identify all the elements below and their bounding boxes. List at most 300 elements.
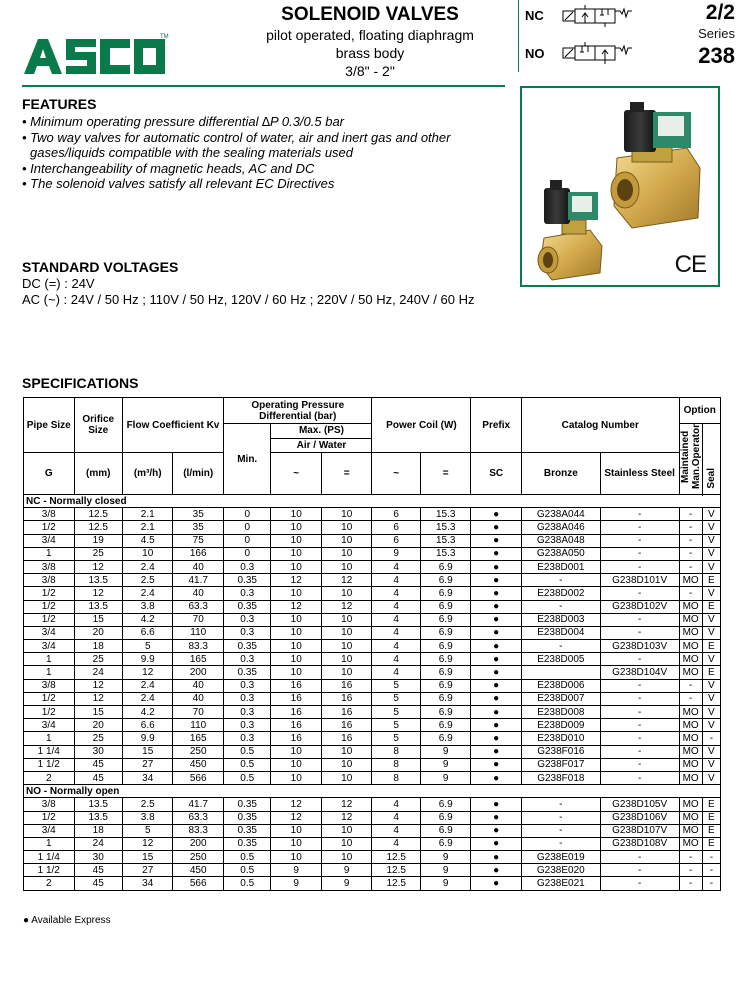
table-cell: 41.7 xyxy=(173,798,224,811)
table-row xyxy=(24,666,721,679)
table-cell: 2 xyxy=(24,877,75,890)
table-cell: - xyxy=(521,600,600,613)
table-row xyxy=(24,534,721,547)
nc-symbol-label: NC xyxy=(525,8,544,23)
table-cell: 10 xyxy=(321,587,372,600)
table-cell: 63.3 xyxy=(173,811,224,824)
product-photo xyxy=(520,86,720,287)
table-cell: 4 xyxy=(372,600,420,613)
table-cell: 0.5 xyxy=(223,745,270,758)
table-cell: - xyxy=(600,745,679,758)
table-cell: E238D002 xyxy=(521,587,600,600)
table-cell: 12 xyxy=(271,574,322,587)
table-cell: 0.35 xyxy=(223,824,270,837)
table-cell: G238D103V xyxy=(600,640,679,653)
table-cell: E238D005 xyxy=(521,653,600,666)
table-cell: 0.35 xyxy=(223,574,270,587)
table-cell: MO xyxy=(679,574,702,587)
table-cell: 25 xyxy=(74,653,122,666)
table-cell: 20 xyxy=(74,626,122,639)
table-cell: 6.6 xyxy=(122,719,173,732)
table-cell: 8 xyxy=(372,758,420,771)
table-cell: 2.4 xyxy=(122,560,173,573)
table-cell: 4 xyxy=(372,626,420,639)
asco-logo-mark xyxy=(22,36,167,76)
table-row xyxy=(24,798,721,811)
table-cell: 4 xyxy=(372,798,420,811)
col-header-orifice-size: Orifice Size xyxy=(74,398,122,453)
table-cell: 19 xyxy=(74,534,122,547)
table-cell: 3/8 xyxy=(24,679,75,692)
table-cell: 34 xyxy=(122,771,173,784)
table-cell: ● xyxy=(471,811,522,824)
table-cell: 0.35 xyxy=(223,666,270,679)
table-cell: 0.3 xyxy=(223,679,270,692)
table-cell: ● xyxy=(471,732,522,745)
unit-power-ac: ~ xyxy=(372,453,420,495)
table-cell: 27 xyxy=(122,758,173,771)
table-cell: 9 xyxy=(420,745,471,758)
table-row xyxy=(24,587,721,600)
table-cell: 3.8 xyxy=(122,811,173,824)
table-cell: ● xyxy=(471,877,522,890)
table-cell: - xyxy=(600,613,679,626)
table-cell: - xyxy=(679,864,702,877)
ways-label: 2/2 xyxy=(705,1,735,24)
table-cell: 9 xyxy=(372,547,420,560)
table-cell: 10 xyxy=(271,640,322,653)
table-cell: 4.5 xyxy=(122,534,173,547)
table-cell: - xyxy=(521,811,600,824)
table-cell: - xyxy=(600,864,679,877)
table-row xyxy=(24,771,721,784)
table-cell: E xyxy=(702,824,720,837)
table-cell: 4.2 xyxy=(122,613,173,626)
table-cell: 6.9 xyxy=(420,600,471,613)
table-cell: 10 xyxy=(271,771,322,784)
table-cell: 1 xyxy=(24,732,75,745)
table-cell: 6.9 xyxy=(420,587,471,600)
table-cell: 2.5 xyxy=(122,574,173,587)
table-cell: V xyxy=(702,521,720,534)
table-cell: 35 xyxy=(173,521,224,534)
table-cell: 10 xyxy=(271,824,322,837)
table-cell: 0.3 xyxy=(223,692,270,705)
table-cell: MO xyxy=(679,626,702,639)
unit-power-dc: = xyxy=(420,453,471,495)
table-cell: 0.3 xyxy=(223,706,270,719)
table-row xyxy=(24,508,721,521)
table-cell: 5 xyxy=(372,732,420,745)
table-cell: 6.9 xyxy=(420,824,471,837)
table-cell: 15.3 xyxy=(420,534,471,547)
table-cell: ● xyxy=(471,547,522,560)
table-row xyxy=(24,613,721,626)
table-cell: 45 xyxy=(74,864,122,877)
table-cell: 15 xyxy=(74,613,122,626)
table-cell: 0.5 xyxy=(223,851,270,864)
table-cell: 10 xyxy=(271,560,322,573)
table-cell: 10 xyxy=(122,547,173,560)
table-row xyxy=(24,600,721,613)
table-cell: MO xyxy=(679,706,702,719)
table-cell: - xyxy=(600,587,679,600)
table-cell: 12 xyxy=(271,600,322,613)
col-header-catalog-number: Catalog Number xyxy=(521,398,679,453)
table-cell: 16 xyxy=(271,719,322,732)
table-cell: 30 xyxy=(74,745,122,758)
table-cell: 2.1 xyxy=(122,521,173,534)
table-cell: 12.5 xyxy=(372,864,420,877)
table-cell: - xyxy=(600,547,679,560)
table-cell: ● xyxy=(471,534,522,547)
table-row xyxy=(24,706,721,719)
table-cell: 15.3 xyxy=(420,521,471,534)
table-cell: MO xyxy=(679,811,702,824)
table-cell: 9.9 xyxy=(122,732,173,745)
table-cell: 5 xyxy=(122,640,173,653)
table-cell: 4 xyxy=(372,613,420,626)
table-cell: 12 xyxy=(271,798,322,811)
table-cell: 10 xyxy=(321,851,372,864)
table-cell: - xyxy=(521,824,600,837)
table-cell: 165 xyxy=(173,653,224,666)
table-cell: 10 xyxy=(321,626,372,639)
table-cell: 24 xyxy=(74,666,122,679)
table-cell: MO xyxy=(679,653,702,666)
table-cell: V xyxy=(702,719,720,732)
table-cell: 0.35 xyxy=(223,837,270,850)
table-cell: MO xyxy=(679,640,702,653)
table-cell: - xyxy=(679,547,702,560)
table-cell: 1 1/4 xyxy=(24,851,75,864)
voltages-heading: STANDARD VOLTAGES xyxy=(22,259,179,275)
table-cell: 15.3 xyxy=(420,508,471,521)
table-cell: 10 xyxy=(271,666,322,679)
table-cell: 63.3 xyxy=(173,600,224,613)
table-cell: 0.35 xyxy=(223,811,270,824)
ac-voltage: AC (~) : 24V / 50 Hz ; 110V / 50 Hz, 120V / 60 Hz ; 220V / 50 Hz, 240V / 60 Hz xyxy=(22,292,475,307)
table-cell: G238D106V xyxy=(600,811,679,824)
table-row xyxy=(24,811,721,824)
table-cell: 10 xyxy=(271,745,322,758)
table-cell: MO xyxy=(679,771,702,784)
table-cell: - xyxy=(679,508,702,521)
table-cell: V xyxy=(702,626,720,639)
nc-valve-symbol-icon xyxy=(562,5,634,27)
table-cell: V xyxy=(702,560,720,573)
table-cell: 6.9 xyxy=(420,692,471,705)
table-cell: V xyxy=(702,534,720,547)
table-cell: 10 xyxy=(271,508,322,521)
table-cell: 40 xyxy=(173,587,224,600)
unit-mm: (mm) xyxy=(74,453,122,495)
table-cell: 10 xyxy=(321,534,372,547)
table-cell: ● xyxy=(471,560,522,573)
table-cell: MO xyxy=(679,666,702,679)
table-cell: 4 xyxy=(372,653,420,666)
table-cell: ● xyxy=(471,758,522,771)
table-cell: 45 xyxy=(74,877,122,890)
table-row xyxy=(24,824,721,837)
table-cell: G238F017 xyxy=(521,758,600,771)
table-cell: 9 xyxy=(271,877,322,890)
table-cell: 1 1/2 xyxy=(24,758,75,771)
table-cell: - xyxy=(600,732,679,745)
col-header-seal: Seal xyxy=(705,468,717,490)
table-cell: 250 xyxy=(173,851,224,864)
table-cell: 10 xyxy=(321,745,372,758)
table-cell: V xyxy=(702,758,720,771)
table-cell: 10 xyxy=(321,653,372,666)
table-cell: 166 xyxy=(173,547,224,560)
table-cell: 10 xyxy=(271,758,322,771)
table-cell: - xyxy=(600,560,679,573)
table-cell: 0.5 xyxy=(223,864,270,877)
table-cell: MO xyxy=(679,719,702,732)
table-cell: 6.9 xyxy=(420,732,471,745)
table-cell: 10 xyxy=(271,587,322,600)
table-cell: - xyxy=(600,719,679,732)
table-row xyxy=(24,851,721,864)
table-cell: 12 xyxy=(122,837,173,850)
unit-stainless-steel: Stainless Steel xyxy=(600,453,679,495)
table-cell: 9 xyxy=(420,758,471,771)
table-cell: ● xyxy=(471,521,522,534)
table-cell: 2 xyxy=(24,771,75,784)
table-cell: 110 xyxy=(173,719,224,732)
table-cell: E238D009 xyxy=(521,719,600,732)
col-header-air-water: Air / Water xyxy=(271,438,372,453)
table-cell: ● xyxy=(471,653,522,666)
table-cell: 0.5 xyxy=(223,758,270,771)
table-cell: 16 xyxy=(321,719,372,732)
table-cell: V xyxy=(702,771,720,784)
table-cell: 9 xyxy=(420,771,471,784)
header-rule xyxy=(22,85,505,87)
table-cell: MO xyxy=(679,758,702,771)
table-cell: 6.9 xyxy=(420,626,471,639)
table-cell: 6 xyxy=(372,534,420,547)
table-cell: 25 xyxy=(74,547,122,560)
table-row xyxy=(24,640,721,653)
table-cell: 16 xyxy=(321,692,372,705)
table-cell: - xyxy=(702,851,720,864)
table-cell: 83.3 xyxy=(173,824,224,837)
table-cell: - xyxy=(600,758,679,771)
table-cell: MO xyxy=(679,732,702,745)
table-cell: ● xyxy=(471,706,522,719)
table-cell: 4 xyxy=(372,560,420,573)
table-cell: 3/4 xyxy=(24,640,75,653)
table-cell: 0.3 xyxy=(223,732,270,745)
table-cell: 12 xyxy=(271,811,322,824)
table-cell: 250 xyxy=(173,745,224,758)
table-cell: ● xyxy=(471,824,522,837)
table-cell: E238D003 xyxy=(521,613,600,626)
subtitle-line: pilot operated, floating diaphragm xyxy=(266,27,474,43)
table-cell: 70 xyxy=(173,706,224,719)
table-cell: E238D006 xyxy=(521,679,600,692)
table-cell: G238A050 xyxy=(521,547,600,560)
table-cell: 1/2 xyxy=(24,600,75,613)
table-cell: V xyxy=(702,613,720,626)
table-cell: V xyxy=(702,745,720,758)
table-cell: 0 xyxy=(223,547,270,560)
table-cell: 20 xyxy=(74,719,122,732)
table-cell: - xyxy=(600,508,679,521)
table-cell: 12 xyxy=(122,666,173,679)
col-header-prefix: Prefix xyxy=(471,398,522,453)
table-cell: 10 xyxy=(271,653,322,666)
table-cell: G238D105V xyxy=(600,798,679,811)
table-cell: 12 xyxy=(74,587,122,600)
table-cell: ● xyxy=(471,508,522,521)
table-cell: - xyxy=(600,626,679,639)
table-cell: 0.3 xyxy=(223,613,270,626)
table-cell: G238A048 xyxy=(521,534,600,547)
footnote: ● Available Express xyxy=(23,915,111,926)
table-cell: 2.1 xyxy=(122,508,173,521)
specifications-table xyxy=(23,397,721,891)
table-cell: 6.6 xyxy=(122,626,173,639)
table-cell: 10 xyxy=(271,837,322,850)
table-cell: 12 xyxy=(74,692,122,705)
table-cell: - xyxy=(679,587,702,600)
table-cell: MO xyxy=(679,798,702,811)
table-cell: 0.3 xyxy=(223,587,270,600)
features-list xyxy=(22,114,502,192)
table-cell: - xyxy=(600,521,679,534)
table-cell: 10 xyxy=(271,626,322,639)
title-block xyxy=(220,4,520,80)
table-cell: 15 xyxy=(122,745,173,758)
table-cell: 6.9 xyxy=(420,679,471,692)
table-cell: 10 xyxy=(321,758,372,771)
table-cell: 27 xyxy=(122,864,173,877)
table-cell: 10 xyxy=(321,771,372,784)
table-cell: - xyxy=(600,706,679,719)
table-row xyxy=(24,758,721,771)
table-cell: 165 xyxy=(173,732,224,745)
table-cell: 6.9 xyxy=(420,560,471,573)
table-cell: 3/8 xyxy=(24,560,75,573)
table-cell: 6.9 xyxy=(420,798,471,811)
table-cell: 1/2 xyxy=(24,587,75,600)
table-cell: 1 xyxy=(24,653,75,666)
table-cell: 10 xyxy=(271,547,322,560)
table-cell: MO xyxy=(679,600,702,613)
table-cell: E xyxy=(702,811,720,824)
table-cell: 3/8 xyxy=(24,574,75,587)
table-cell: 9 xyxy=(420,877,471,890)
table-cell: 9 xyxy=(321,877,372,890)
table-cell: 6.9 xyxy=(420,666,471,679)
table-cell: 34 xyxy=(122,877,173,890)
table-cell: 6.9 xyxy=(420,574,471,587)
table-cell: G238D102V xyxy=(600,600,679,613)
col-header-flow-coefficient: Flow Coefficient Kv xyxy=(122,398,223,453)
table-cell: 4 xyxy=(372,587,420,600)
col-header-min: Min. xyxy=(223,424,270,495)
table-cell: 9 xyxy=(420,864,471,877)
table-cell: 0 xyxy=(223,521,270,534)
table-cell: ● xyxy=(471,837,522,850)
table-cell: V xyxy=(702,653,720,666)
table-cell: 70 xyxy=(173,613,224,626)
feature-item: • Two way valves for automatic control of water, air and inert gas and other gases/liquids compatible with the sealing materials used xyxy=(22,129,451,160)
table-cell: ● xyxy=(471,600,522,613)
table-cell: 3.8 xyxy=(122,600,173,613)
asco-logo xyxy=(22,36,167,76)
table-cell: E xyxy=(702,640,720,653)
table-cell: 83.3 xyxy=(173,640,224,653)
no-valve-symbol-icon xyxy=(562,42,634,64)
table-cell: 13.5 xyxy=(74,811,122,824)
table-cell: 12 xyxy=(321,574,372,587)
table-cell: V xyxy=(702,692,720,705)
table-cell: 10 xyxy=(321,666,372,679)
table-cell: 6.9 xyxy=(420,811,471,824)
table-cell: 24 xyxy=(74,837,122,850)
table-cell: - xyxy=(679,534,702,547)
table-cell: 12.5 xyxy=(74,521,122,534)
table-cell: - xyxy=(521,837,600,850)
table-cell: ● xyxy=(471,679,522,692)
unit-lmin: (l/min) xyxy=(173,453,224,495)
dc-voltage: DC (=) : 24V xyxy=(22,276,95,291)
table-cell: 0.35 xyxy=(223,798,270,811)
table-cell: E238D007 xyxy=(521,692,600,705)
nc-section-label: NC - Normally closed xyxy=(24,495,721,508)
table-cell: 3/4 xyxy=(24,824,75,837)
table-cell: 45 xyxy=(74,758,122,771)
table-cell: 2.5 xyxy=(122,798,173,811)
table-cell: 3/8 xyxy=(24,798,75,811)
series-label: Series xyxy=(698,26,735,41)
table-cell: G238E021 xyxy=(521,877,600,890)
table-cell: 35 xyxy=(173,508,224,521)
table-cell: 10 xyxy=(321,640,372,653)
series-number: 238 xyxy=(698,43,735,68)
table-cell: 15 xyxy=(74,706,122,719)
table-cell: 1/2 xyxy=(24,811,75,824)
table-cell: MO xyxy=(679,613,702,626)
table-cell: 200 xyxy=(173,837,224,850)
col-header-power-coil: Power Coil (W) xyxy=(372,398,471,453)
table-cell: 2.4 xyxy=(122,679,173,692)
table-cell: V xyxy=(702,706,720,719)
table-cell: 18 xyxy=(74,824,122,837)
table-cell: 10 xyxy=(321,547,372,560)
table-cell: 6.9 xyxy=(420,719,471,732)
table-cell: G238F016 xyxy=(521,745,600,758)
col-header-max: Max. (PS) xyxy=(271,424,372,439)
table-row xyxy=(24,679,721,692)
table-cell: 450 xyxy=(173,758,224,771)
table-cell: 10 xyxy=(321,613,372,626)
no-section-label: NO - Normally open xyxy=(24,785,721,798)
table-cell: 12 xyxy=(321,811,372,824)
table-row xyxy=(24,574,721,587)
table-cell: E xyxy=(702,666,720,679)
table-cell: - xyxy=(679,560,702,573)
table-row xyxy=(24,692,721,705)
table-cell: V xyxy=(702,547,720,560)
table-cell: 16 xyxy=(321,679,372,692)
table-cell: ● xyxy=(471,745,522,758)
table-row xyxy=(24,732,721,745)
